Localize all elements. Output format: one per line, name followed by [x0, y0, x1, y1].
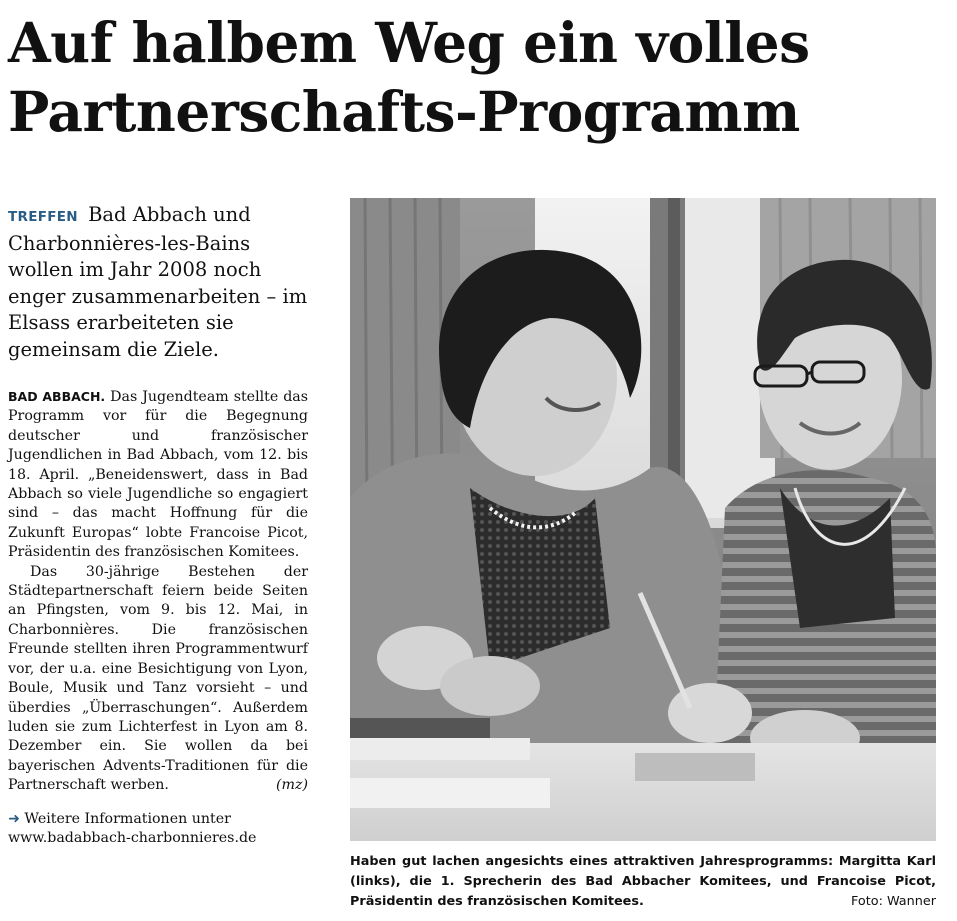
more-info — [8, 810, 308, 849]
headline: Auf halbem Weg ein volles Partnerschafts-Programm — [8, 10, 810, 144]
lead-text: Bad Abbach und Charbonnières-les-Bains wollen im Jahr 2008 noch enger zusammenarbeiten – im Elsass erarbeiteten sie gemeinsam die Ziele. — [8, 203, 308, 361]
body-paragraph-2-text: Das 30-jährige Bestehen der Städtepartnerschaft feiern beide Seiten an Pfingsten, vom 9. bis 12. Mai, in Charbonnières. Die französischen Freunde stellten ihren Programmentwurf vor, der u.a. eine Besichtigung von Lyon, Boule, Musik und Tanz vorsieht – und überdies „Überraschungen“. Außerdem luden sie zum Lichterfest in Lyon am 8. Dezember ein. Sie wollen da bei bayerischen Advents-Traditionen für die Partnerschaft werben. — [8, 563, 308, 794]
caption-text: Haben gut lachen angesichts eines attraktiven Jahresprogramms: Margitta Karl (links), die 1. Sprecherin des Bad Abbacher Komitees, und Francoise Picot, Präsidentin des französischen Komitees. — [350, 854, 936, 909]
more-info-text: Weitere Informationen unter www.badabbach-charbonnieres.de — [8, 810, 257, 846]
lead-paragraph — [8, 202, 308, 363]
author-tag: (mz) — [276, 777, 308, 794]
dateline: BAD ABBACH. — [8, 389, 106, 404]
kicker-label: TREFFEN — [8, 209, 78, 225]
photo-caption — [350, 852, 936, 912]
photo-two-women-laughing — [350, 198, 936, 841]
photo-credit: Foto: Wanner — [851, 894, 936, 909]
article-photo — [350, 198, 936, 841]
arrow-right-icon: ➜ — [8, 810, 20, 827]
body-paragraph-1 — [8, 387, 308, 563]
article-body — [8, 387, 308, 796]
left-column — [8, 202, 308, 848]
body-paragraph-1-text: Das Jugendteam stellte das Programm vor für die Begegnung deutscher und französischer Jugendlichen in Bad Abbach, vom 12. bis 18. April. „Beneidenswert, dass in Bad Abbach so viele Jugendliche so engagiert sind – das macht Hoffnung für die Zukunft Europas“ lobte Francoise Picot, Präsidentin des französischen Komitees. — [8, 389, 309, 561]
body-paragraph-2 — [8, 563, 308, 796]
